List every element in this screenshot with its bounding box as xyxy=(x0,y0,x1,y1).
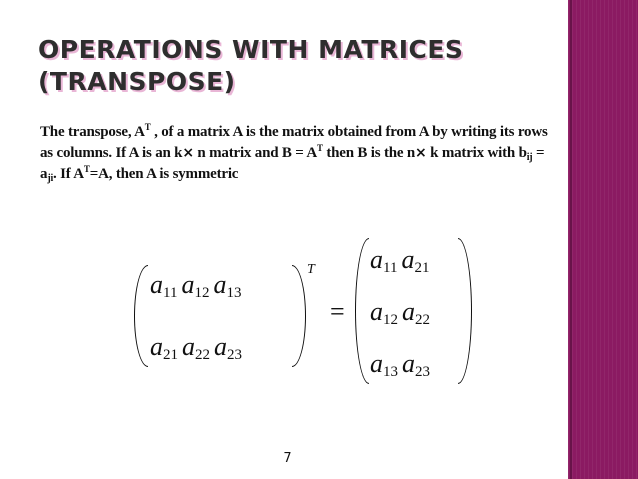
times-symbol: × xyxy=(415,145,427,161)
left-matrix-open-paren xyxy=(134,265,148,367)
matrix-entry: $a_{12}$ xyxy=(181,270,210,301)
matrix-row xyxy=(370,297,430,327)
text-run: =A, then A is symmetric xyxy=(89,166,239,182)
left-matrix-close-paren xyxy=(292,265,306,367)
title-line-2: (TRANSPOSE) xyxy=(38,67,236,96)
right-matrix-open-paren xyxy=(355,238,369,384)
superscript: T xyxy=(83,164,90,174)
matrix-entry: $a_{21}$ xyxy=(401,245,430,276)
transpose-exponent: T xyxy=(307,262,315,277)
times-symbol: × xyxy=(182,145,194,161)
equals-sign: = xyxy=(330,297,345,326)
matrix-row xyxy=(150,332,242,362)
matrix-entry: $a_{21}$ xyxy=(150,332,178,363)
page-number: 7 xyxy=(283,451,292,466)
matrix-row xyxy=(370,245,430,275)
decorative-sidebar xyxy=(568,0,638,479)
matrix-entry: $a_{11}$ xyxy=(370,245,398,276)
matrix-entry: $a_{22}$ xyxy=(402,297,430,328)
slide-title xyxy=(38,34,463,98)
matrix-entry: $a_{23}$ xyxy=(402,349,430,380)
text-run: k matrix with b xyxy=(426,145,527,161)
text-run: . If A xyxy=(53,166,84,182)
superscript: T xyxy=(144,122,151,132)
matrix-entry: $a_{13}$ xyxy=(370,349,398,380)
right-matrix-close-paren xyxy=(458,238,472,384)
left-matrix xyxy=(150,270,242,362)
definition-paragraph xyxy=(40,122,560,185)
matrix-entry: $a_{23}$ xyxy=(214,332,242,363)
text-run: , of a matrix A is the matrix obtained from A by writing its rows as columns. If A is an k xyxy=(40,124,548,161)
text-run: then B is the n xyxy=(322,145,416,161)
subscript: ij xyxy=(526,152,533,163)
text-run: = a xyxy=(40,145,545,182)
matrix-row xyxy=(150,270,242,300)
subscript: ji xyxy=(47,173,54,184)
matrix-entry: $a_{13}$ xyxy=(213,270,242,301)
matrix-row xyxy=(370,349,430,379)
matrix-entry: $a_{11}$ xyxy=(150,270,178,301)
superscript: T xyxy=(316,143,323,153)
title-line-1: OPERATIONS WITH MATRICES xyxy=(38,35,464,64)
sidebar-edge xyxy=(570,0,572,479)
matrix-entry: $a_{12}$ xyxy=(370,297,398,328)
matrix-entry: $a_{22}$ xyxy=(182,332,210,363)
text-run: n matrix and B = A xyxy=(193,145,317,161)
right-matrix xyxy=(370,245,430,379)
text-run: The transpose, A xyxy=(40,124,145,140)
